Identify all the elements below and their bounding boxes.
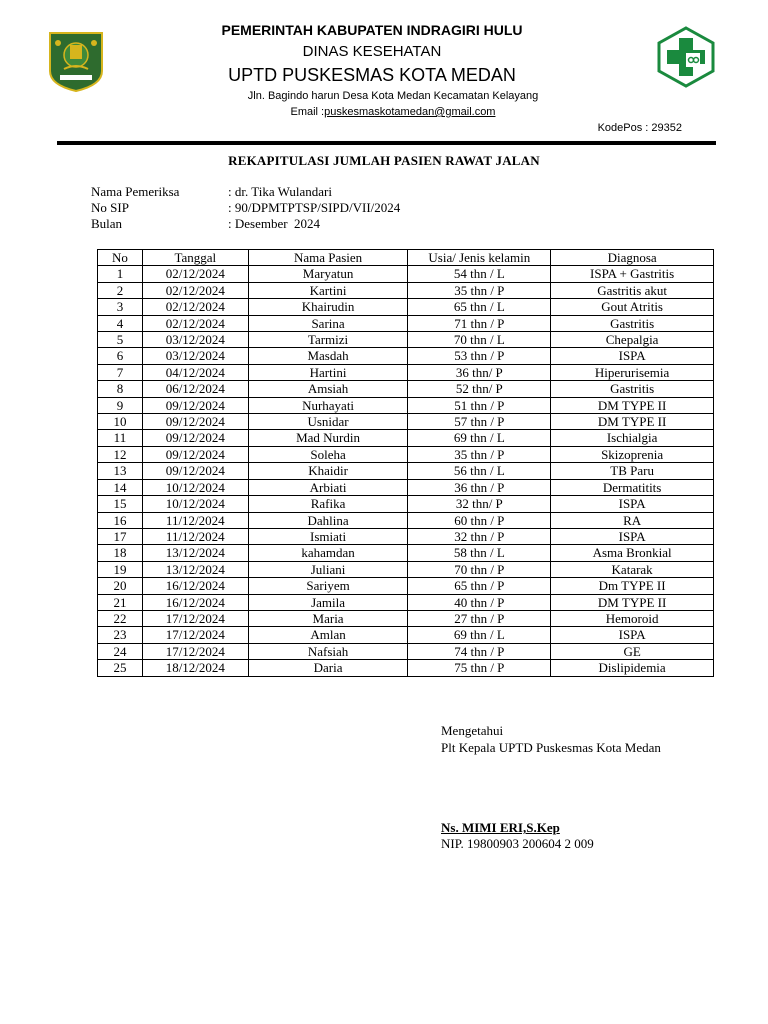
cell-age-gender: 58 thn / L [408, 545, 551, 561]
cell-diagnosis: Gastritis [551, 381, 714, 397]
cell-patient-name: Masdah [248, 348, 408, 364]
table-header-row [98, 250, 714, 266]
table-row [98, 660, 714, 676]
cell-diagnosis: DM TYPE II [551, 397, 714, 413]
letterhead-address: Jln. Bagindo harun Desa Kota Medan Kecamatan Kelayang [247, 90, 539, 102]
cell-no: 7 [98, 364, 143, 380]
cell-diagnosis: ISPA [551, 496, 714, 512]
cell-diagnosis: Gout Atritis [551, 299, 714, 315]
cell-patient-name: Maria [248, 610, 408, 626]
cell-patient-name: Sariyem [248, 578, 408, 594]
signature-position: Plt Kepala UPTD Puskesmas Kota Medan [441, 740, 661, 755]
cell-date: 02/12/2024 [142, 282, 248, 298]
header-no: No [98, 250, 143, 266]
cell-patient-name: Juliani [248, 561, 408, 577]
cell-patient-name: Jamila [248, 594, 408, 610]
cell-no: 13 [98, 463, 143, 479]
header-patient-name: Nama Pasien [248, 250, 408, 266]
cell-age-gender: 51 thn / P [408, 397, 551, 413]
cell-no: 2 [98, 282, 143, 298]
cell-date: 09/12/2024 [142, 414, 248, 430]
letterhead-department: DINAS KESEHATAN [302, 43, 442, 60]
cell-patient-name: Daria [248, 660, 408, 676]
cell-no: 18 [98, 545, 143, 561]
cell-diagnosis: Skizoprenia [551, 446, 714, 462]
cell-patient-name: Dahlina [248, 512, 408, 528]
cell-patient-name: Rafika [248, 496, 408, 512]
table-row [98, 528, 714, 544]
cell-age-gender: 35 thn / P [408, 446, 551, 462]
cell-age-gender: 27 thn / P [408, 610, 551, 626]
table-row [98, 332, 714, 348]
cell-date: 17/12/2024 [142, 610, 248, 626]
cell-date: 16/12/2024 [142, 594, 248, 610]
cell-date: 06/12/2024 [142, 381, 248, 397]
cell-age-gender: 65 thn / L [408, 299, 551, 315]
cell-age-gender: 32 thn/ P [408, 496, 551, 512]
cell-no: 1 [98, 266, 143, 282]
letterhead-email [200, 106, 586, 118]
cell-date: 18/12/2024 [142, 660, 248, 676]
cell-no: 8 [98, 381, 143, 397]
cell-patient-name: Nurhayati [248, 397, 408, 413]
cell-age-gender: 69 thn / L [408, 430, 551, 446]
cell-age-gender: 35 thn / P [408, 282, 551, 298]
cell-patient-name: kahamdan [248, 545, 408, 561]
cell-patient-name: Amlan [248, 627, 408, 643]
table-row [98, 545, 714, 561]
cell-no: 14 [98, 479, 143, 495]
email-link[interactable]: puskesmaskotamedan@gmail.com [324, 106, 496, 118]
cell-no: 3 [98, 299, 143, 315]
cell-date: 17/12/2024 [142, 643, 248, 659]
info-label: Bulan [91, 216, 123, 231]
cell-age-gender: 54 thn / L [408, 266, 551, 282]
cell-date: 10/12/2024 [142, 479, 248, 495]
cell-no: 16 [98, 512, 143, 528]
cell-patient-name: Soleha [248, 446, 408, 462]
table-row [98, 561, 714, 577]
cell-date: 03/12/2024 [142, 332, 248, 348]
cell-no: 12 [98, 446, 143, 462]
cell-no: 15 [98, 496, 143, 512]
table-row [98, 578, 714, 594]
header-age-gender: Usia/ Jenis kelamin [408, 250, 551, 266]
cell-patient-name: Khaidir [248, 463, 408, 479]
signature-acknowledged: Mengetahui [441, 723, 504, 738]
cell-date: 09/12/2024 [142, 397, 248, 413]
cell-no: 25 [98, 660, 143, 676]
table-row [98, 496, 714, 512]
cell-diagnosis: DM TYPE II [551, 594, 714, 610]
table-row [98, 414, 714, 430]
cell-patient-name: Usnidar [248, 414, 408, 430]
cell-date: 03/12/2024 [142, 348, 248, 364]
patient-table [97, 249, 714, 677]
cell-patient-name: Ismiati [248, 528, 408, 544]
table-row [98, 397, 714, 413]
header-date: Tanggal [142, 250, 248, 266]
info-value: : 90/DPMTPTSP/SIPD/VII/2024 [228, 200, 401, 215]
letterhead-government: PEMERINTAH KABUPATEN INDRAGIRI HULU [221, 22, 523, 38]
cell-date: 11/12/2024 [142, 528, 248, 544]
table-row [98, 446, 714, 462]
cell-patient-name: Hartini [248, 364, 408, 380]
letterhead-divider [57, 141, 716, 145]
cell-diagnosis: ISPA [551, 627, 714, 643]
cell-diagnosis: Asma Bronkial [551, 545, 714, 561]
email-label: Email : [290, 106, 325, 118]
info-sip [91, 200, 491, 216]
table-row [98, 479, 714, 495]
table-row [98, 430, 714, 446]
cell-patient-name: Kartini [248, 282, 408, 298]
table-row [98, 643, 714, 659]
cell-patient-name: Sarina [248, 315, 408, 331]
header-diagnosis: Diagnosa [551, 250, 714, 266]
cell-diagnosis: ISPA [551, 528, 714, 544]
cell-date: 09/12/2024 [142, 430, 248, 446]
cell-diagnosis: ISPA [551, 348, 714, 364]
cell-age-gender: 65 thn / P [408, 578, 551, 594]
cell-age-gender: 56 thn / L [408, 463, 551, 479]
cell-date: 04/12/2024 [142, 364, 248, 380]
cell-date: 09/12/2024 [142, 463, 248, 479]
cell-diagnosis: Dislipidemia [551, 660, 714, 676]
signature-nip: NIP. 19800903 200604 2 009 [441, 836, 594, 851]
cell-diagnosis: Dm TYPE II [551, 578, 714, 594]
info-value: : Desember 2024 [228, 216, 321, 231]
cell-age-gender: 74 thn / P [408, 643, 551, 659]
info-month [91, 216, 491, 232]
table-row [98, 627, 714, 643]
table-row [98, 348, 714, 364]
table-row [98, 282, 714, 298]
cell-date: 17/12/2024 [142, 627, 248, 643]
table-row [98, 610, 714, 626]
cell-no: 20 [98, 578, 143, 594]
cell-age-gender: 53 thn / P [408, 348, 551, 364]
table-row [98, 266, 714, 282]
cell-date: 09/12/2024 [142, 446, 248, 462]
info-value: : dr. Tika Wulandari [228, 184, 332, 199]
cell-no: 11 [98, 430, 143, 446]
cell-patient-name: Amsiah [248, 381, 408, 397]
cell-patient-name: Mad Nurdin [248, 430, 408, 446]
cell-no: 21 [98, 594, 143, 610]
cell-no: 5 [98, 332, 143, 348]
cell-date: 13/12/2024 [142, 545, 248, 561]
cell-date: 13/12/2024 [142, 561, 248, 577]
cell-no: 23 [98, 627, 143, 643]
cell-age-gender: 40 thn / P [408, 594, 551, 610]
cell-age-gender: 36 thn / P [408, 479, 551, 495]
district-emblem-logo [48, 31, 104, 93]
table-row [98, 315, 714, 331]
puskesmas-logo [655, 26, 717, 88]
cell-diagnosis: Katarak [551, 561, 714, 577]
cell-date: 02/12/2024 [142, 299, 248, 315]
cell-no: 4 [98, 315, 143, 331]
table-row [98, 299, 714, 315]
cell-diagnosis: Gastritis [551, 315, 714, 331]
table-row [98, 381, 714, 397]
cell-patient-name: Arbiati [248, 479, 408, 495]
info-examiner [91, 184, 491, 200]
info-label: No SIP [91, 200, 129, 215]
cell-diagnosis: Hemoroid [551, 610, 714, 626]
cell-diagnosis: DM TYPE II [551, 414, 714, 430]
cell-age-gender: 60 thn / P [408, 512, 551, 528]
cell-date: 02/12/2024 [142, 266, 248, 282]
cell-diagnosis: Hiperurisemia [551, 364, 714, 380]
cell-patient-name: Maryatun [248, 266, 408, 282]
cell-age-gender: 71 thn / P [408, 315, 551, 331]
cell-date: 16/12/2024 [142, 578, 248, 594]
cell-patient-name: Tarmizi [248, 332, 408, 348]
signature-name: Ns. MIMI ERI,S.Kep [441, 820, 560, 835]
cell-diagnosis: RA [551, 512, 714, 528]
cell-diagnosis: Gastritis akut [551, 282, 714, 298]
cell-no: 24 [98, 643, 143, 659]
cell-diagnosis: Dermatitits [551, 479, 714, 495]
cell-no: 22 [98, 610, 143, 626]
cell-age-gender: 69 thn / L [408, 627, 551, 643]
cell-age-gender: 75 thn / P [408, 660, 551, 676]
table-row [98, 594, 714, 610]
cell-date: 10/12/2024 [142, 496, 248, 512]
cell-diagnosis: Chepalgia [551, 332, 714, 348]
letterhead-postcode: KodePos : 29352 [597, 122, 682, 134]
table-row [98, 512, 714, 528]
cell-age-gender: 32 thn / P [408, 528, 551, 544]
cell-diagnosis: GE [551, 643, 714, 659]
cell-age-gender: 57 thn / P [408, 414, 551, 430]
cell-age-gender: 52 thn/ P [408, 381, 551, 397]
cell-age-gender: 70 thn / P [408, 561, 551, 577]
document-title: REKAPITULASI JUMLAH PASIEN RAWAT JALAN [228, 153, 540, 168]
table-row [98, 364, 714, 380]
cell-diagnosis: TB Paru [551, 463, 714, 479]
cell-date: 11/12/2024 [142, 512, 248, 528]
cell-patient-name: Khairudin [248, 299, 408, 315]
cell-diagnosis: ISPA + Gastritis [551, 266, 714, 282]
cell-no: 9 [98, 397, 143, 413]
letterhead-institution: UPTD PUSKESMAS KOTA MEDAN [228, 65, 516, 85]
cell-diagnosis: Ischialgia [551, 430, 714, 446]
cell-no: 6 [98, 348, 143, 364]
cell-age-gender: 36 thn/ P [408, 364, 551, 380]
cell-age-gender: 70 thn / L [408, 332, 551, 348]
cell-date: 02/12/2024 [142, 315, 248, 331]
cell-no: 10 [98, 414, 143, 430]
info-label: Nama Pemeriksa [91, 184, 180, 199]
cell-no: 17 [98, 528, 143, 544]
cell-patient-name: Nafsiah [248, 643, 408, 659]
table-row [98, 463, 714, 479]
cell-no: 19 [98, 561, 143, 577]
